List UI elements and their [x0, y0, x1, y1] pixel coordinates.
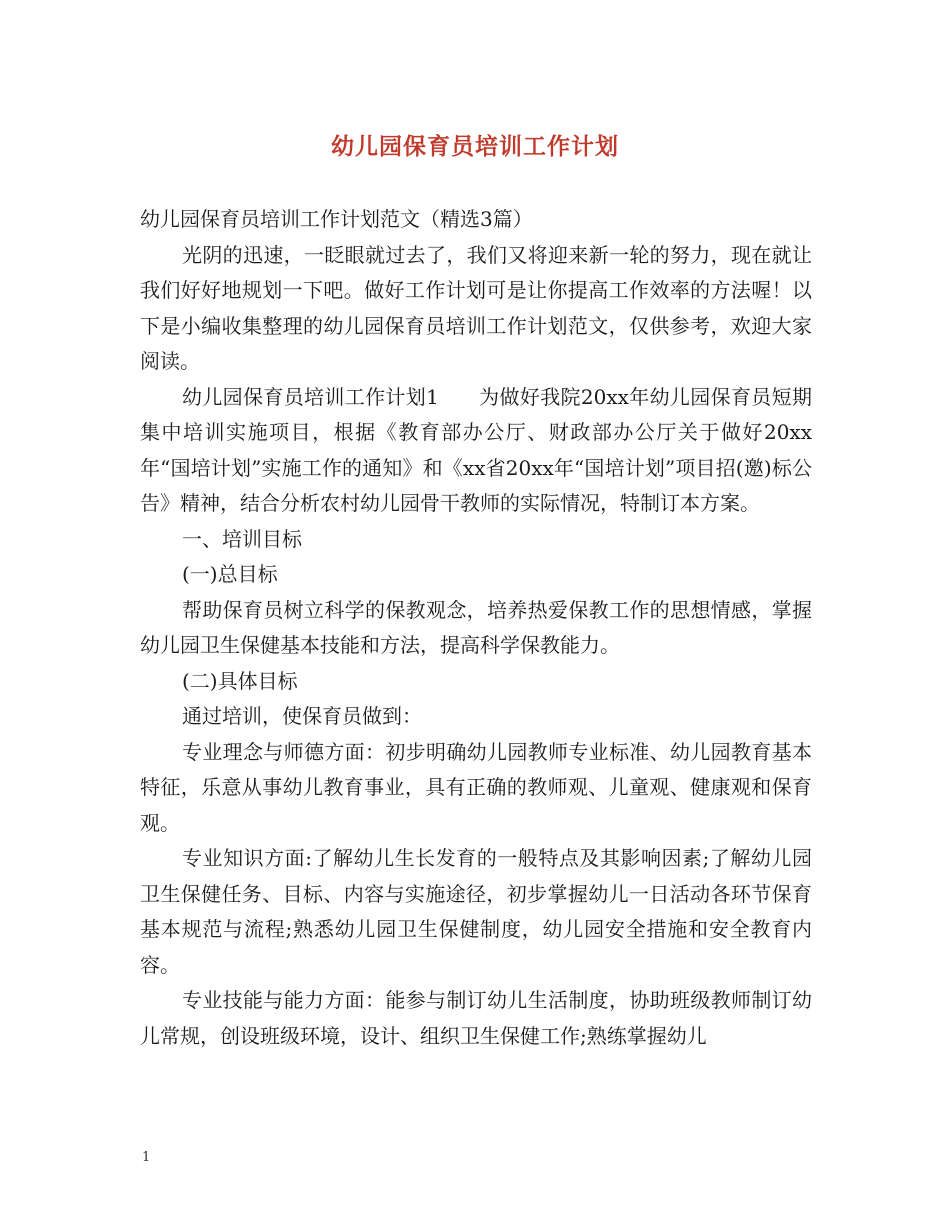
paragraph-text: 专业知识方面:了解幼儿生长发育的一般特点及其影响因素;了解幼儿园卫生保健任务、目标、内容与实施途径，初步掌握幼儿一日活动各环节保育基本规范与流程;熟悉幼儿园卫生保健制度，幼儿园安全措施和安全教育内容。	[140, 846, 812, 977]
paragraph	[140, 699, 812, 735]
paragraph-text: 为做好我院20xx年幼儿园保育员短期集中培训实施项目，根据《教育部办公厅、财政部办公厅关于做好20xx年“国培计划”实施工作的通知》和《xx省20xx年“国培计划”项目招(邀)标公告》精神，结合分析农村幼儿园骨干教师的实际情况，特制订本方案。	[140, 384, 812, 515]
paragraph-text: 一、培训目标	[182, 526, 302, 551]
paragraph-text: 帮助保育员树立科学的保教观念，培养热爱保教工作的思想情感，掌握幼儿园卫生保健基本技能和方法，提高科学保教能力。	[140, 597, 812, 657]
document-body	[140, 202, 812, 1054]
paragraph-text: 专业技能与能力方面：能参与制订幼儿生活制度，协助班级教师制订幼儿常规，创设班级环境，设计、组织卫生保健工作;熟练掌握幼儿	[140, 988, 812, 1048]
paragraph	[140, 735, 812, 842]
paragraph	[140, 380, 812, 522]
section-heading	[140, 522, 812, 558]
paragraph	[140, 841, 812, 983]
plan-heading: 幼儿园保育员培训工作计划1	[182, 384, 439, 409]
subsection-heading	[140, 664, 812, 700]
paragraph-text: 光阴的迅速，一眨眼就过去了，我们又将迎来新一轮的努力，现在就让我们好好地规划一下吧。做好工作计划可是让你提高工作效率的方法喔！以下是小编收集整理的幼儿园保育员培训工作计划范文，仅供参考，欢迎大家阅读。	[140, 242, 812, 373]
paragraph-text: (一)总目标	[182, 562, 278, 586]
page-number: 1	[142, 1150, 151, 1165]
paragraph	[140, 983, 812, 1054]
document-title: 幼儿园保育员培训工作计划	[331, 133, 619, 160]
paragraph-text: (二)具体目标	[182, 668, 298, 693]
paragraph	[140, 238, 812, 380]
paragraph-text: 幼儿园保育员培训工作计划范文（精选3篇）	[140, 207, 533, 231]
paragraph	[140, 593, 812, 664]
subsection-heading	[140, 557, 812, 593]
paragraph	[140, 202, 812, 238]
paragraph-text: 通过培训，使保育员做到：	[182, 704, 422, 728]
paragraph-text: 专业理念与师德方面：初步明确幼儿园教师专业标准、幼儿园教育基本特征，乐意从事幼儿教育事业，具有正确的教师观、儿童观、健康观和保育观。	[140, 739, 812, 835]
